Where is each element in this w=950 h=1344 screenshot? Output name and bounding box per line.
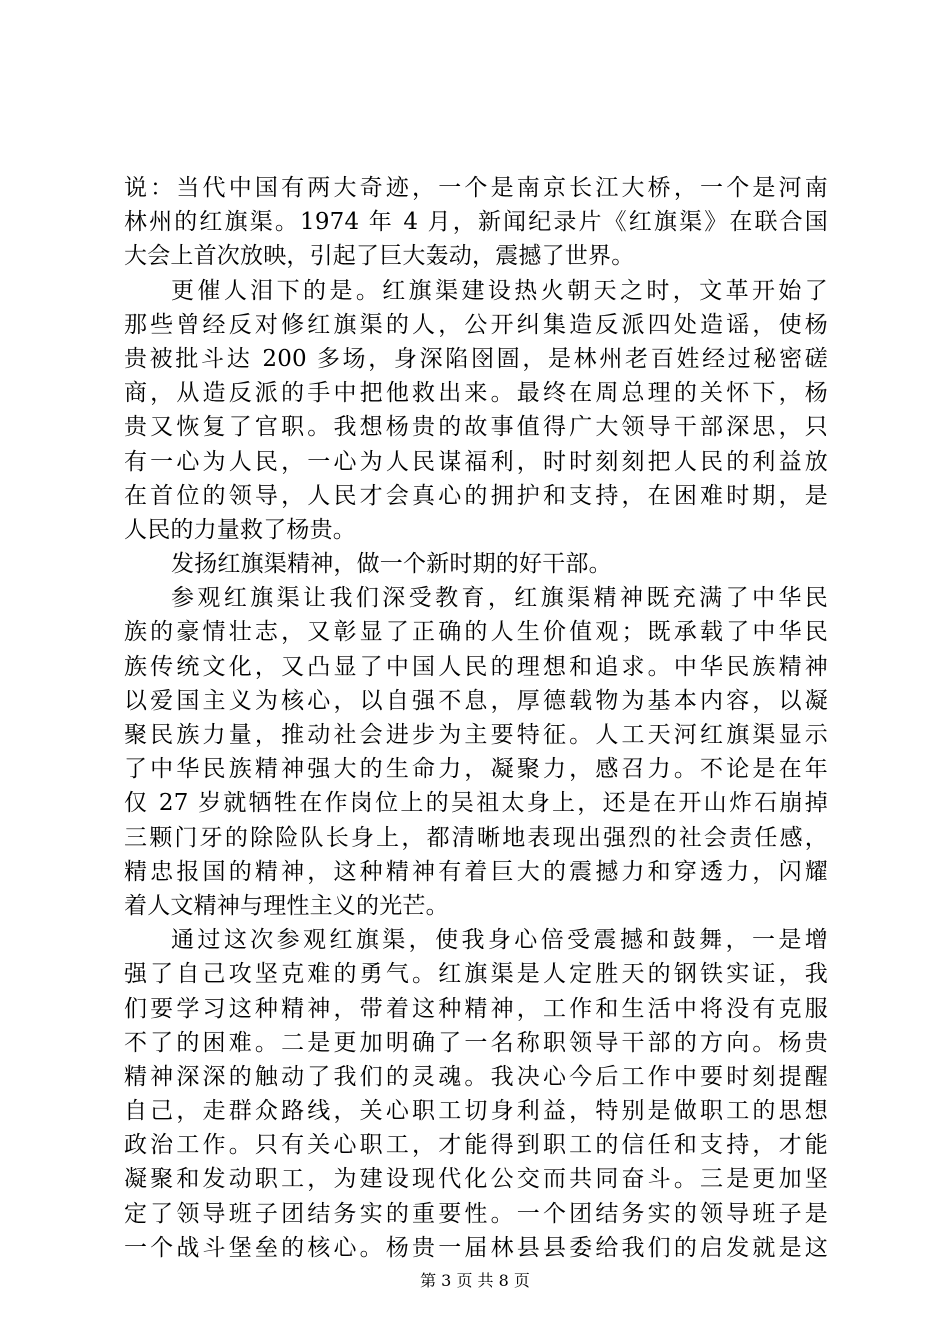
page-number-footer: 第 3 页 共 8 页 — [420, 1271, 530, 1290]
text-line: 那些曾经反对修红旗渠的人，公开纠集造反派四处造谣，使杨 — [124, 311, 828, 338]
text-line: 贵又恢复了官职。我想杨贵的故事值得广大领导干部深思，只 — [124, 414, 828, 441]
paragraph — [124, 923, 828, 1265]
text-line: 林州的红旗渠。1974 年 4 月，新闻纪录片《红旗渠》在联合国 — [124, 209, 828, 236]
text-line: 族传统文化，又凸显了中国人民的理想和追求。中华民族精神 — [124, 653, 828, 680]
text-line: 一个战斗堡垒的核心。杨贵一届林县县委给我们的启发就是这 — [124, 1234, 828, 1261]
text-line: 自己，走群众路线，关心职工切身利益，特别是做职工的思想 — [124, 1098, 828, 1125]
text-line: 更催人泪下的是。红旗渠建设热火朝天之时，文革开始了 — [171, 277, 828, 304]
text-line: 大会上首次放映，引起了巨大轰动，震撼了世界。 — [124, 243, 635, 270]
text-line: 不了的困难。二是更加明确了一名称职领导干部的方向。杨贵 — [124, 1029, 828, 1056]
text-line: 有一心为人民，一心为人民谋福利，时时刻刻把人民的利益放 — [124, 448, 828, 475]
text-line: 人民的力量救了杨贵。 — [124, 516, 356, 543]
text-line: 商，从造反派的手中把他救出来。最终在周总理的关怀下，杨 — [124, 380, 828, 407]
paragraph — [124, 171, 828, 274]
text-line: 政治工作。只有关心职工，才能得到职工的信任和支持，才能 — [124, 1132, 828, 1159]
text-line: 凝聚和发动职工，为建设现代化公交而共同奋斗。三是更加坚 — [124, 1166, 828, 1193]
text-line: 通过这次参观红旗渠，使我身心倍受震撼和鼓舞，一是增 — [171, 927, 828, 954]
text-line: 们要学习这种精神，带着这种精神，工作和生活中将没有克服 — [124, 995, 828, 1022]
text-line: 精忠报国的精神，这种精神有着巨大的震撼力和穿透力，闪耀 — [124, 858, 828, 885]
text-line: 仅 27 岁就牺牲在作岗位上的吴祖太身上，还是在开山炸石崩掉 — [124, 790, 828, 817]
text-line: 定了领导班子团结务实的重要性。一个团结务实的领导班子是 — [124, 1200, 828, 1227]
text-line: 着人文精神与理性主义的光芒。 — [124, 892, 449, 919]
paragraph — [124, 547, 828, 581]
text-line: 以爱国主义为核心，以自强不息，厚德载物为基本内容，以凝 — [124, 687, 828, 714]
text-line: 聚民族力量，推动社会进步为主要特征。人工天河红旗渠显示 — [124, 722, 828, 748]
text-line: 贵被批斗达 200 多场，身深陷囹圄，是林州老百姓经过秘密磋 — [124, 345, 828, 372]
paragraph — [124, 581, 828, 923]
text-line: 参观红旗渠让我们深受教育，红旗渠精神既充满了中华民 — [171, 585, 828, 612]
text-line: 了中华民族精神强大的生命力，凝聚力，感召力。不论是在年 — [124, 756, 828, 783]
text-line: 在首位的领导，人民才会真心的拥护和支持，在困难时期，是 — [124, 482, 828, 509]
text-line: 强了自己攻坚克难的勇气。红旗渠是人定胜天的钢铁实证，我 — [124, 961, 828, 988]
text-line: 族的豪情壮志，又彰显了正确的人生价值观；既承载了中华民 — [124, 619, 828, 646]
text-line: 三颗门牙的除险队长身上，都清晰地表现出强烈的社会责任感， — [124, 824, 828, 851]
section-heading: 发扬红旗渠精神，做一个新时期的好干部。 — [171, 551, 612, 578]
document-body — [124, 171, 828, 1265]
text-line: 精神深深的触动了我们的灵魂。我决心今后工作中要时刻提醒 — [124, 1063, 828, 1090]
paragraph — [124, 274, 828, 548]
text-line: 说：当代中国有两大奇迹，一个是南京长江大桥，一个是河南 — [124, 175, 828, 201]
